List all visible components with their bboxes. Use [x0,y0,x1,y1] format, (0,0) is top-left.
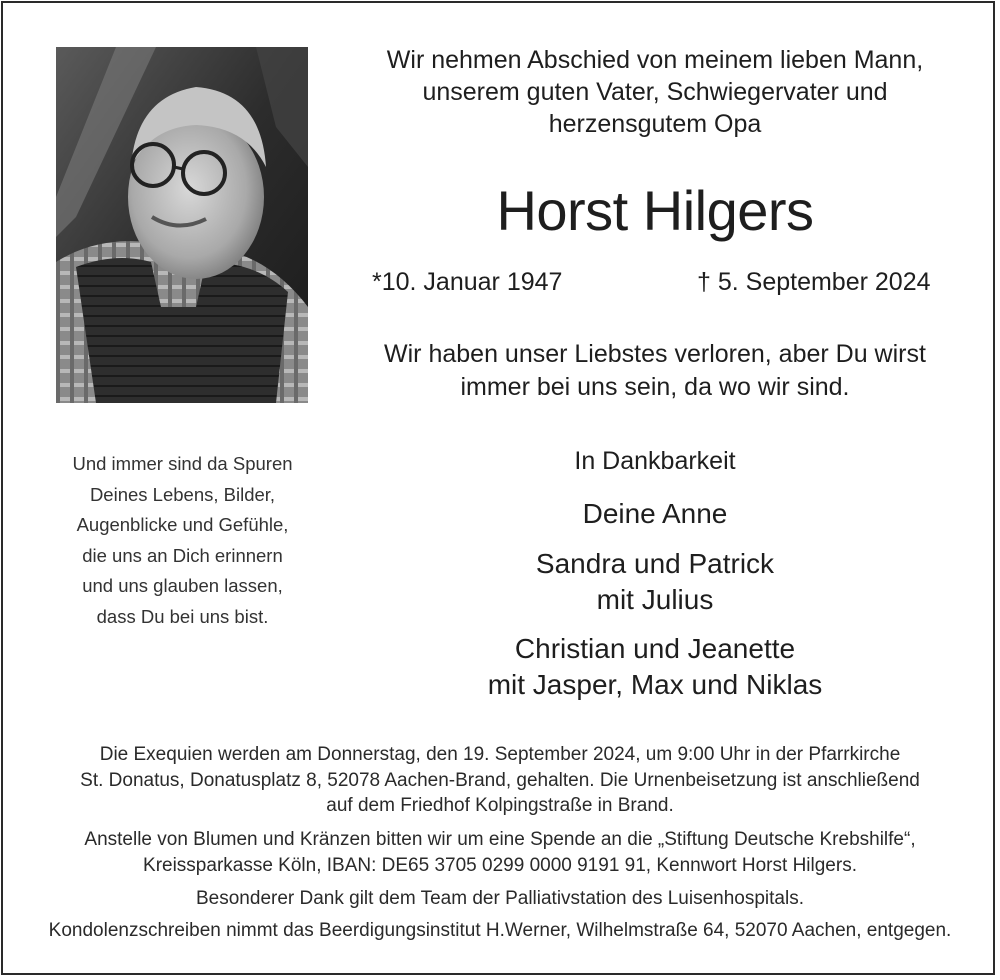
family-wife: Deine Anne [582,498,728,529]
family-line: Christian und Jeanette [514,633,796,664]
family-line: Sandra und Patrick [535,548,775,579]
notice-line: Anstelle von Blumen und Kränzen bitten wir um eine Spende an die „Stiftung Deutsche Krebshilfe“, [84,829,916,850]
notice-line: St. Donatus, Donatusplatz 8, 52078 Aachen-Brand, gehalten. Die Urnenbeisetzung ist anschließend [80,769,920,791]
memorial-quote [360,338,950,404]
thanks-notice: Besonderer Dank gilt dem Team der Palliativstation des Luisenhospitals. [196,888,804,909]
thanks-heading: In Dankbarkeit [574,447,736,475]
family-line: mit Jasper, Max und Niklas [487,669,823,700]
notice-line: Die Exequien werden am Donnerstag, den 19. September 2024, um 9:00 Uhr in der Pfarrkirche [99,744,901,765]
farewell-intro [360,44,950,140]
birth-date: *10. Januar 1947 [372,268,563,296]
memorial-poem [40,449,325,632]
condolence-notice: Kondolenzschreiben nimmt das Beerdigungsinstitut H.Werner, Wilhelmstraße 64, 52070 Aachen, entgegen. [48,920,952,941]
quote-line: Wir haben unser Liebstes verloren, aber Du wirst [384,340,926,368]
intro-line: unserem guten Vater, Schwiegervater und [422,78,888,106]
family-line: mit Julius [596,584,714,615]
poem-line: Augenblicke und Gefühle, [76,514,289,535]
portrait-image [56,47,308,403]
service-notice [10,742,990,819]
family-group [360,631,950,703]
death-date: † 5. September 2024 [697,268,931,296]
notice-line: auf dem Friedhof Kolpingstraße in Brand. [326,795,674,816]
intro-line: herzensgutem Opa [548,110,762,138]
intro-line: Wir nehmen Abschied von meinem lieben Mann, [386,46,924,74]
notice-line: Kreissparkasse Köln, IBAN: DE65 3705 0299 0000 9191 91, Kennwort Horst Hilgers. [143,854,857,876]
poem-line: Und immer sind da Spuren [72,453,293,474]
family-group [360,546,950,618]
portrait-photo [56,47,308,403]
quote-line: immer bei uns sein, da wo wir sind. [460,373,850,401]
poem-line: Deines Lebens, Bilder, [89,483,276,505]
poem-line: und uns glauben lassen, [82,575,283,596]
poem-line: die uns an Dich erinnern [82,544,283,566]
deceased-name: Horst Hilgers [496,179,814,242]
poem-line: dass Du bei uns bist. [96,605,269,627]
donation-notice [10,827,990,878]
